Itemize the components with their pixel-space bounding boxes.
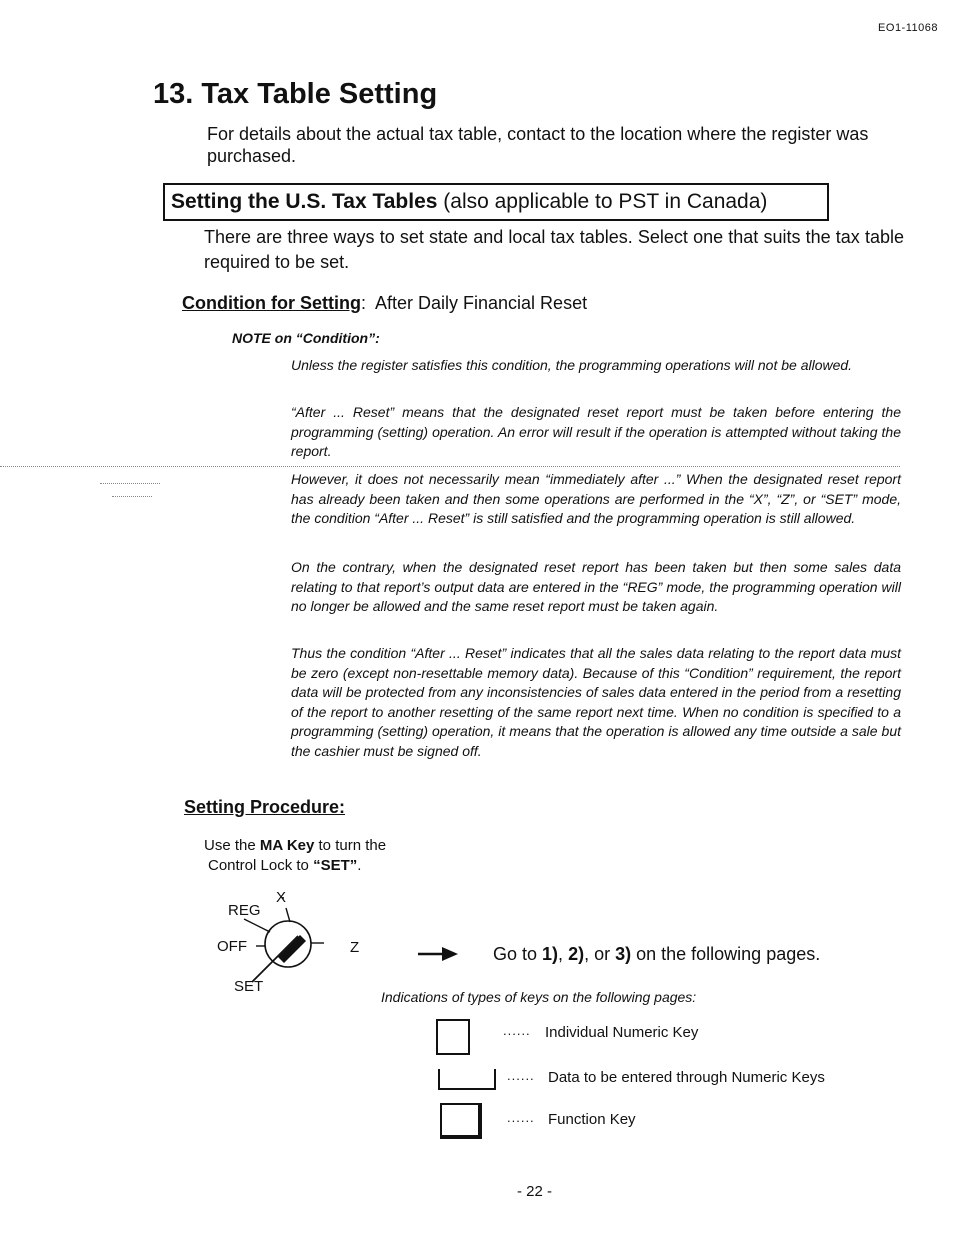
numeric-key-icon xyxy=(436,1019,470,1055)
arrow-right-icon xyxy=(418,946,460,962)
note-paragraph-2: “After ... Reset” means that the designated reset report must be taken before entering the programming (setting) operation. An error will result if the operation is attempted without taking the report. xyxy=(291,404,901,459)
condition-line xyxy=(182,293,587,314)
scan-artifact-line xyxy=(0,466,900,467)
intro-text: For details about the actual tax table, contact to the location where the register was purchased. xyxy=(207,124,869,166)
set-mode-label: “SET” xyxy=(313,857,358,874)
procedure-line-2-pre: Control Lock to xyxy=(208,857,314,874)
goto-instruction xyxy=(493,944,820,965)
scan-artifact-mark xyxy=(112,496,152,497)
goto-sep-2: , or xyxy=(584,944,616,964)
procedure-line-1-pre: Use the xyxy=(204,837,260,854)
goto-step-1: 1) xyxy=(542,944,559,964)
procedure-line-2-post: . xyxy=(357,857,362,874)
goto-post: on the following pages. xyxy=(631,944,821,964)
dial-off-label: OFF xyxy=(217,938,247,955)
section-text: There are three ways to set state and local tax tables. Select one that suits the tax table required to be set. xyxy=(204,227,904,272)
goto-step-2: 2) xyxy=(568,944,585,964)
control-lock-dial-icon xyxy=(212,884,382,994)
procedure-label: Setting Procedure: xyxy=(184,797,346,817)
section-heading-bold: Setting the U.S. Tax Tables xyxy=(171,190,438,213)
section-heading-rest: (also applicable to PST in Canada) xyxy=(437,190,768,213)
dial-x-label: X xyxy=(276,889,287,906)
section-heading-box xyxy=(163,183,829,221)
procedure-line-2 xyxy=(204,856,386,876)
note-paragraph-1: Unless the register satisfies this condition, the programming operations will not be allowed. xyxy=(291,357,853,373)
condition-colon: : xyxy=(360,293,366,313)
legend-heading: Indications of types of keys on the following pages: xyxy=(381,989,697,1005)
dial-z-label: Z xyxy=(350,939,360,956)
scan-artifact-mark xyxy=(100,483,160,484)
data-entry-bracket-icon xyxy=(438,1069,496,1090)
dial-set-label: SET xyxy=(234,978,264,994)
page-title: 13. Tax Table Setting xyxy=(153,78,438,110)
page-number: - 22 - xyxy=(517,1183,553,1200)
condition-label: Condition for Setting xyxy=(182,293,361,313)
legend-dots: ...... xyxy=(507,1068,535,1083)
legend-item-numeric-key: Individual Numeric Key xyxy=(545,1024,699,1041)
legend-dots: ...... xyxy=(507,1110,535,1125)
goto-step-3: 3) xyxy=(615,944,632,964)
note-paragraph-3: However, it does not necessarily mean “immediately after ...” When the designated reset report has already been taken and then some operations are performed in the “X”, “Z”, or “SET” mode, the condition “After ... Reset” is still satisfied and the programming operation is still allowed. xyxy=(291,471,901,526)
note-paragraph-4: On the contrary, when the designated reset report has been taken but then some sales data relating to that report’s output data are entered in the “REG” mode, the programming operation will no longer be allowed and the same reset report must be taken again. xyxy=(291,559,901,614)
ma-key-label: MA Key xyxy=(259,837,315,854)
function-key-icon xyxy=(440,1103,482,1139)
procedure-line-1-post: to turn the xyxy=(314,837,387,854)
legend-item-data-entry: Data to be entered through Numeric Keys xyxy=(548,1069,825,1086)
condition-value: After Daily Financial Reset xyxy=(375,293,588,313)
note-heading: NOTE on “Condition”: xyxy=(232,330,380,346)
goto-sep-1: , xyxy=(558,944,569,964)
dial-reg-label: REG xyxy=(228,902,261,919)
document-id: EO1-11068 xyxy=(878,22,938,34)
legend-item-function-key: Function Key xyxy=(548,1111,636,1128)
procedure-instruction xyxy=(204,836,386,876)
goto-pre: Go to xyxy=(493,944,543,964)
legend-dots: ...... xyxy=(503,1023,531,1038)
procedure-line-1 xyxy=(204,836,386,856)
note-paragraph-5: Thus the condition “After ... Reset” indicates that all the sales data relating to the report data must be zero (except non-resettable memory data). Because of this “Condition” requirement, the report data will be protected from any inconsistencies of sales data entered in the period from a resetting of the report to another resetting of the same report next time. When no condition is specified to a programming (setting) operation, it means that the operation is allowed any time outside a sale but the cashier must be signed off. xyxy=(291,645,901,759)
